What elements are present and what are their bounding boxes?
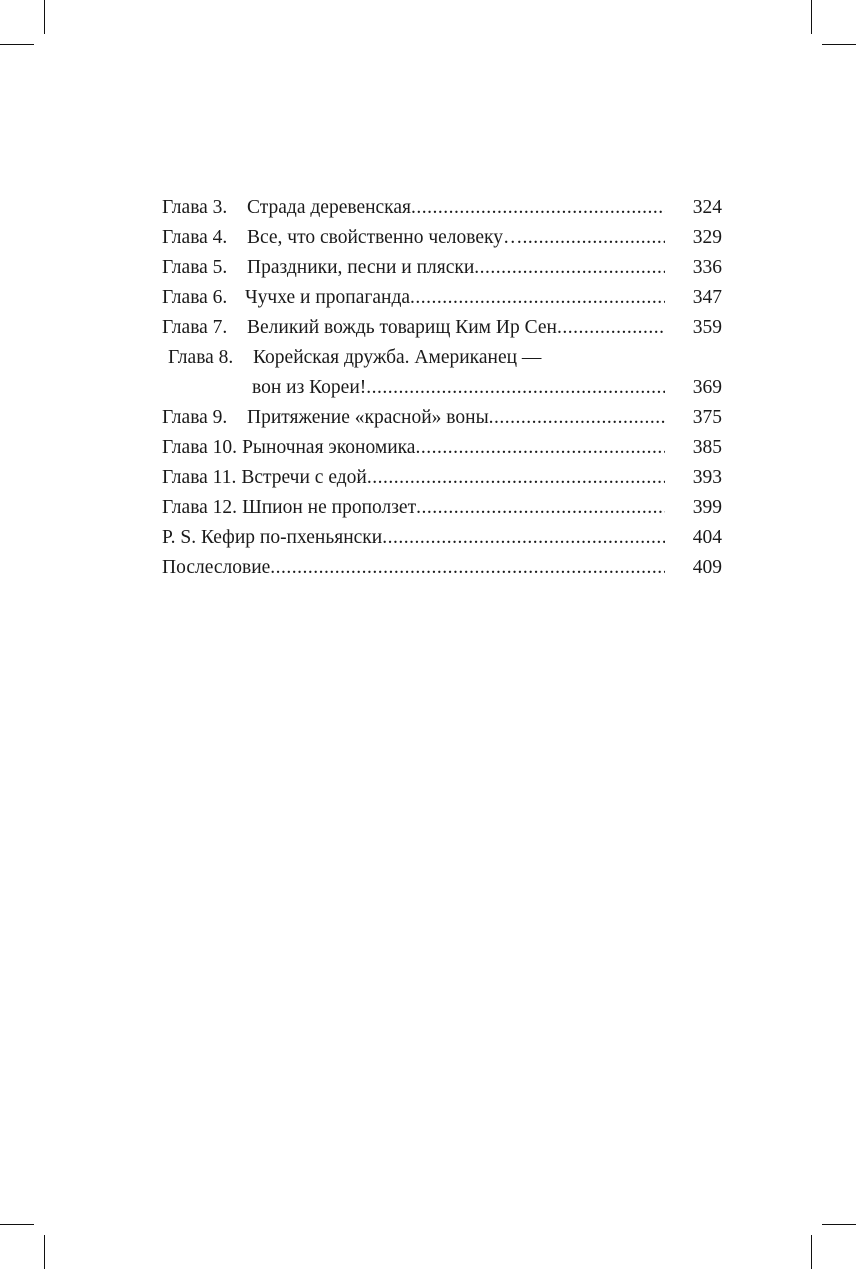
dot-leader <box>415 433 665 463</box>
dot-leader <box>382 523 665 553</box>
page-number: 393 <box>692 467 722 488</box>
chapter-title-line-2: вон из Кореи! <box>252 377 367 398</box>
crop-mark-top-left-vertical <box>44 0 45 34</box>
crop-mark-top-right-vertical <box>811 0 812 34</box>
section-title: P. S. Кефир по-пхеньянски <box>162 527 383 548</box>
page-number: 369 <box>692 377 722 398</box>
page-number: 375 <box>692 407 722 428</box>
crop-mark-top-right-horizontal <box>822 44 856 45</box>
chapter-title: Притяжение «красной» воны <box>247 407 489 428</box>
dot-leader <box>489 403 665 433</box>
chapter-title: Все, что свойственно человеку… <box>247 227 523 248</box>
page-number: 347 <box>692 287 722 308</box>
page-number: 399 <box>692 497 722 518</box>
page-number: 336 <box>692 257 722 278</box>
chapter-title: Чучхе и пропаганда <box>245 287 411 308</box>
page-number: 359 <box>692 317 722 338</box>
toc-entry-chapter-7[interactable] <box>162 313 722 343</box>
chapter-number: Глава 11. <box>162 467 237 488</box>
toc-entry-chapter-10[interactable] <box>162 433 722 463</box>
page-number: 409 <box>692 557 722 578</box>
crop-mark-bottom-right-horizontal <box>822 1224 856 1225</box>
chapter-title: Страда деревенская <box>247 197 411 218</box>
toc-entry-chapter-9[interactable] <box>162 403 722 433</box>
section-title: Послесловие <box>162 557 271 578</box>
toc-entry-chapter-12[interactable] <box>162 493 722 523</box>
page-number: 404 <box>692 527 722 548</box>
toc-entry-ps[interactable] <box>162 523 722 553</box>
chapter-number: Глава 4. <box>162 227 228 248</box>
dot-leader <box>366 373 665 403</box>
toc-entry-chapter-11[interactable] <box>162 463 722 493</box>
dot-leader <box>367 463 665 493</box>
chapter-title: Праздники, песни и пляски <box>247 257 475 278</box>
chapter-number: Глава 8. <box>168 347 234 368</box>
table-of-contents <box>162 193 722 583</box>
crop-mark-bottom-left-vertical <box>44 1235 45 1269</box>
page-number: 324 <box>692 197 722 218</box>
chapter-title: Рыночная экономика <box>242 437 416 458</box>
toc-entry-chapter-4[interactable] <box>162 223 722 253</box>
dot-leader <box>410 283 665 313</box>
toc-entry-chapter-3[interactable] <box>162 193 722 223</box>
crop-mark-bottom-right-vertical <box>811 1235 812 1269</box>
toc-entry-chapter-8[interactable] <box>162 343 722 403</box>
chapter-number: Глава 9. <box>162 407 228 428</box>
dot-leader <box>522 223 665 253</box>
chapter-title: Великий вождь товарищ Ким Ир Сен <box>247 317 557 338</box>
chapter-number: Глава 7. <box>162 317 228 338</box>
toc-entry-chapter-6[interactable] <box>162 283 722 313</box>
dot-leader <box>416 493 665 523</box>
page-number: 385 <box>692 437 722 458</box>
chapter-title: Шпион не проползет <box>242 497 417 518</box>
dot-leader <box>557 313 665 343</box>
crop-mark-bottom-left-horizontal <box>0 1224 34 1225</box>
dot-leader <box>474 253 665 283</box>
dot-leader <box>270 553 665 583</box>
chapter-number: Глава 5. <box>162 257 228 278</box>
crop-mark-top-left-horizontal <box>0 44 34 45</box>
toc-entry-chapter-5[interactable] <box>162 253 722 283</box>
chapter-title-line-1: Корейская дружба. Американец — <box>253 347 542 368</box>
chapter-title: Встречи с едой <box>241 467 367 488</box>
chapter-number: Глава 3. <box>162 197 228 218</box>
chapter-number: Глава 6. <box>162 287 228 308</box>
toc-entry-afterword[interactable] <box>162 553 722 583</box>
page-number: 329 <box>692 227 722 248</box>
chapter-number: Глава 10. <box>162 437 238 458</box>
chapter-number: Глава 12. <box>162 497 238 518</box>
dot-leader <box>411 193 665 223</box>
